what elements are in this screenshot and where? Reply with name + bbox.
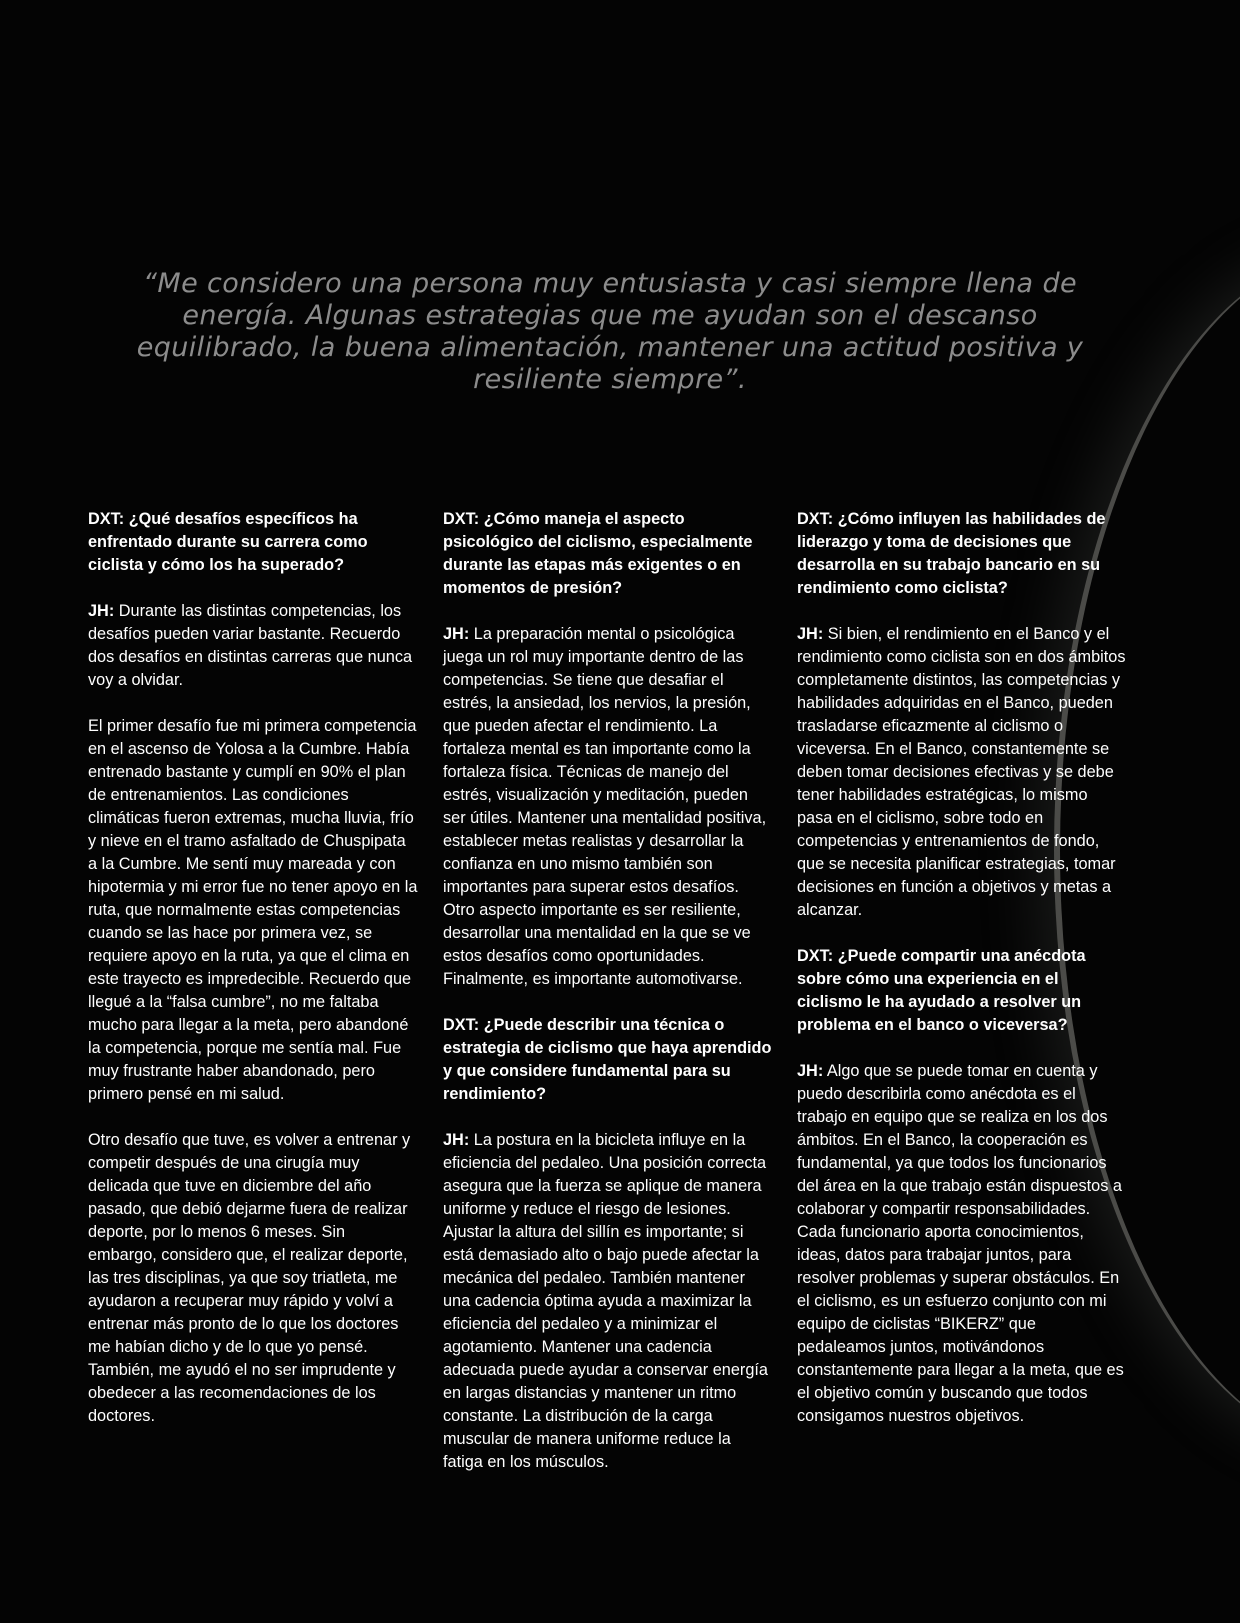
answer-paragraph: Otro desafío que tuve, es volver a entrenar y competir después de una cirugía muy delicada que tuve en diciembre del año pasado, que debió dejarme fuera de realizar deporte, por lo menos 6 meses. Sin embargo, considero que, el realizar deporte, las tres disciplinas, ya que soy triatleta, me ayudaron a recuperar muy rápido y volví a entrenar más pronto de lo que los doctores me habían dicho y de lo que yo pensé. También, me ayudó el no ser imprudente y obedecer a las recomendaciones de los doctores. <box>88 1131 411 1425</box>
article-column-3 <box>797 508 1127 1451</box>
interview-question-3: DXT: ¿Puede describir una técnica o estrategia de ciclismo que haya aprendido y que considere fundamental para su rendimiento? <box>443 1016 772 1103</box>
answer-text: Algo que se puede tomar en cuenta y puedo describirla como anécdota es el trabajo en equipo que se realiza en los dos ámbitos. En el Banco, la cooperación es fundamental, ya que todos los funcionarios del área en la que trabajo están dispuestos a colaborar y compartir responsabilidades. Cada funcionario aporta conocimientos, ideas, datos para trabajar juntos, para resolver problemas y superar obstáculos. En el ciclismo, es un esfuerzo conjunto con mi equipo de ciclistas “BIKERZ” que pedaleamos juntos, motivándonos constantemente para llegar a la meta, que es el objetivo común y buscando que todos consigamos nuestros objetivos. <box>797 1062 1124 1425</box>
interview-question-4: DXT: ¿Cómo influyen las habilidades de liderazgo y toma de decisiones que desarrolla en su trabajo bancario en su rendimiento como ciclista? <box>797 510 1106 597</box>
interview-answer-3 <box>443 1129 773 1474</box>
interview-question-2: DXT: ¿Cómo maneja el aspecto psicológico del ciclismo, especialmente durante las etapas más exigentes o en momentos de presión? <box>443 510 753 597</box>
pull-quote: “Me considero una persona muy entusiasta y casi siempre llena de energía. Algunas estrategias que me ayudan son el descanso equilibrado, la buena alimentación, mantener una actitud positiva y resiliente siempre”. <box>136 268 1084 395</box>
interview-answer-5 <box>797 1060 1127 1428</box>
article-column-2 <box>443 508 773 1497</box>
speaker-label: JH: <box>797 1062 824 1080</box>
answer-text: La preparación mental o psicológica juega un rol muy importante dentro de las competencias. Se tiene que desafiar el estrés, la ansiedad, los nervios, la presión, que pueden afectar el rendimiento. La fortaleza mental es tan importante como la fortaleza física. Técnicas de manejo del estrés, visualización y meditación, pueden ser útiles. Mantener una mentalidad positiva, establecer metas realistas y desarrollar la confianza en uno mismo también son importantes para superar estos desafíos. Otro aspecto importante es ser resiliente, desarrollar una mentalidad en la que se ve estos desafíos como oportunidades. Finalmente, es importante automotivarse. <box>443 625 767 988</box>
speaker-label: JH: <box>88 602 115 620</box>
article-column-1 <box>88 508 418 1451</box>
interview-answer-1 <box>88 600 418 692</box>
answer-text: Si bien, el rendimiento en el Banco y el rendimiento como ciclista son en dos ámbitos completamente distintos, las competencias y habilidades adquiridas en el Banco, pueden trasladarse eficazmente al ciclismo o viceversa. En el Banco, constantemente se deben tomar decisiones efectivas y se debe tener habilidades estratégicas, lo mismo pasa en el ciclismo, sobre todo en competencias y entrenamientos de fondo, que se necesita planificar estrategias, tomar decisiones en función a objetivos y metas a alcanzar. <box>797 625 1126 919</box>
answer-paragraph: El primer desafío fue mi primera competencia en el ascenso de Yolosa a la Cumbre. Había entrenado bastante y cumplí en 90% el plan de entrenamientos. Las condiciones climáticas fueron extremas, mucha lluvia, frío y nieve en el tramo asfaltado de Chuspipata a la Cumbre. Me sentí muy mareada y con hipotermia y mi error fue no tener apoyo en la ruta, que normalmente estas competencias cuando se las hace por primera vez, se requiere apoyo en la ruta, ya que el clima en este trayecto es impredecible. Recuerdo que llegué a la “falsa cumbre”, no me faltaba mucho para llegar a la meta, pero abandoné la competencia, porque me sentía mal. Fue muy frustrante haber abandonado, pero primero pensé en mi salud. <box>88 717 418 1103</box>
interview-question-5: DXT: ¿Puede compartir una anécdota sobre cómo una experiencia en el ciclismo le ha ayudado a resolver un problema en el banco o viceversa? <box>797 947 1086 1034</box>
interview-question-1: DXT: ¿Qué desafíos específicos ha enfrentado durante su carrera como ciclista y cómo los ha superado? <box>88 510 368 574</box>
speaker-label: JH: <box>797 625 824 643</box>
speaker-label: JH: <box>443 1131 470 1149</box>
interview-answer-4 <box>797 623 1127 922</box>
answer-text: La postura en la bicicleta influye en la eficiencia del pedaleo. Una posición correcta asegura que la fuerza se aplique de manera uniforme y reduce el riesgo de lesiones. Ajustar la altura del sillín es importante; si está demasiado alto o bajo puede afectar la mecánica del pedaleo. También mantener una cadencia óptima ayuda a maximizar la eficiencia del pedaleo y a minimizar el agotamiento. Mantener una cadencia adecuada puede ayudar a conservar energía en largas distancias y mantener un ritmo constante. La distribución de la carga muscular de manera uniforme reduce la fatiga en los músculos. <box>443 1131 768 1471</box>
speaker-label: JH: <box>443 625 470 643</box>
interview-answer-2 <box>443 623 773 991</box>
answer-text: Durante las distintas competencias, los desafíos pueden variar bastante. Recuerdo dos desafíos en distintas carreras que nunca voy a olvidar. <box>88 602 413 689</box>
